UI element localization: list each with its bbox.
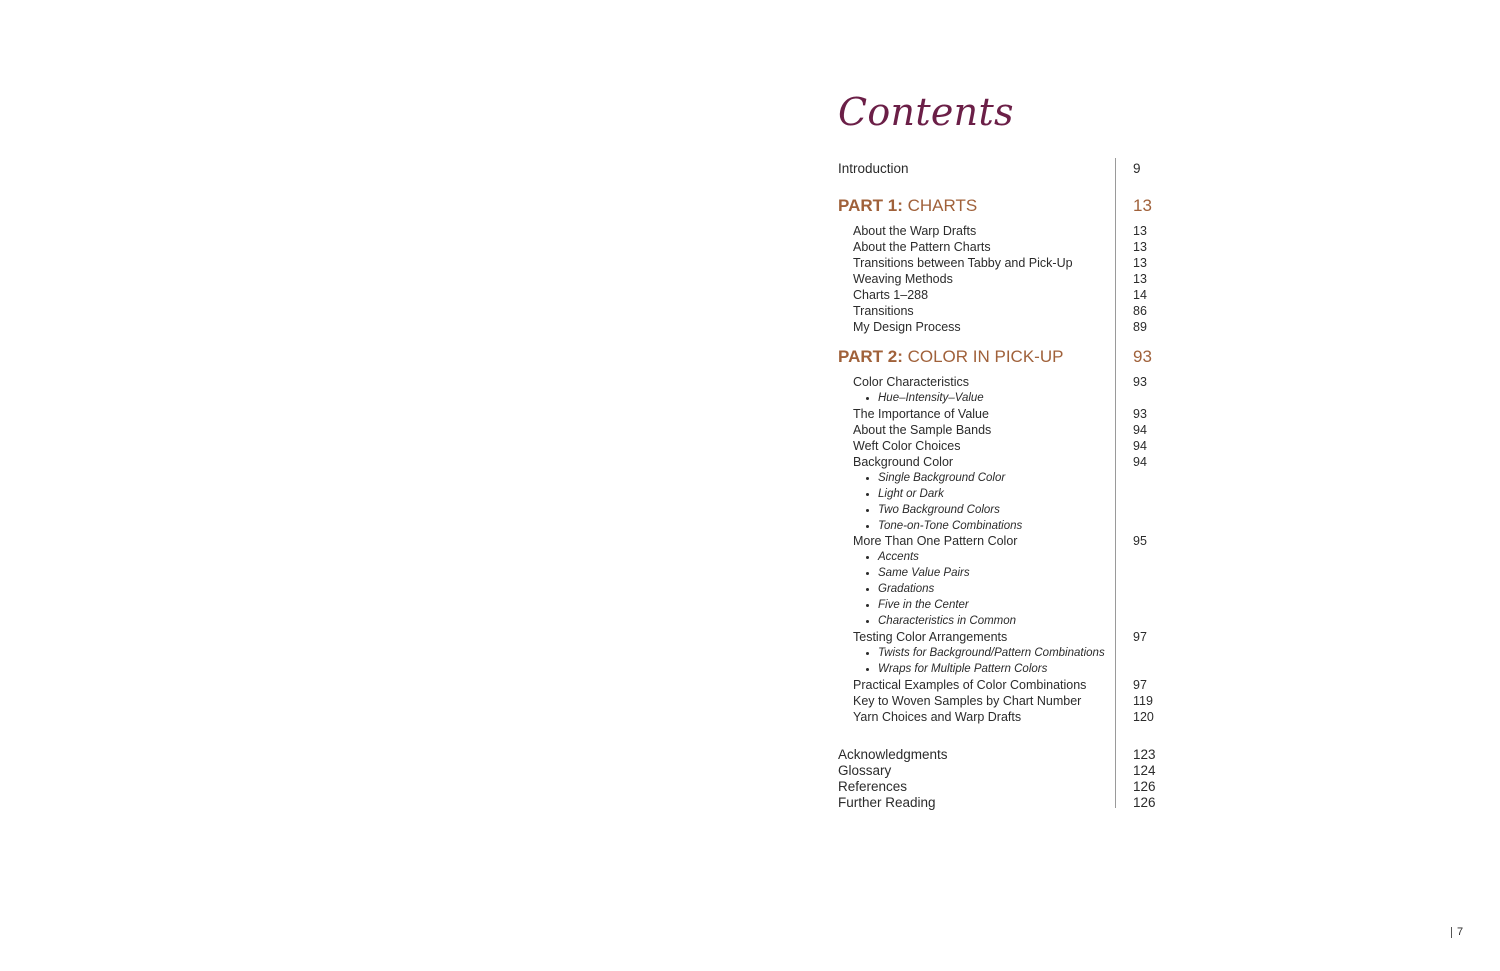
toc-subtopic-label: Same Value Pairs [878,567,970,579]
toc-entry[interactable] [0,709,1500,727]
toc-entry-label: Testing Color Arrangements [853,630,1008,644]
toc-entry-label: The Importance of Value [853,407,989,421]
toc-entry-label: Color Characteristics [853,375,970,389]
toc-page-number: 93 [1133,347,1152,366]
toc-part-heading[interactable] [0,195,1500,213]
toc-entry-label: Glossary [838,763,892,778]
toc-page-number: 94 [1133,439,1147,453]
toc-entry-label: Key to Woven Samples by Chart Number [853,694,1082,708]
folio-number: 7 [1457,926,1464,938]
bullet-icon [866,668,869,671]
bullet-icon [866,620,869,623]
part-number: PART 2: [838,347,903,366]
toc-entry-label: References [838,779,908,794]
toc-page-number: 124 [1133,763,1156,778]
toc-entry-label: Weft Color Choices [853,439,961,453]
toc-subtopic-label: Twists for Background/Pattern Combinations [878,647,1105,659]
toc-entry-label: Further Reading [838,795,936,810]
toc-subtopic-label: Wraps for Multiple Pattern Colors [878,663,1048,675]
bullet-icon [866,556,869,559]
toc-subtopic-label: Single Background Color [878,472,1006,484]
toc-subtopic-label: Gradations [878,583,935,595]
toc-subtopic-label: Two Background Colors [878,504,1000,516]
toc-page-number: 13 [1133,256,1147,270]
folio-rule [1451,927,1452,938]
toc-page-number: 13 [1133,224,1147,238]
toc-page-number: 14 [1133,288,1147,302]
toc-entry[interactable] [0,319,1500,337]
toc-entry-label: About the Pattern Charts [853,240,991,254]
toc-entry-label: About the Warp Drafts [853,224,977,238]
toc-page-number: 93 [1133,407,1147,421]
toc-page-number: 120 [1133,710,1154,724]
toc-page-number: 126 [1133,795,1156,810]
toc-entry-label [838,346,1063,368]
toc-page-number: 13 [1133,272,1147,286]
bullet-icon [866,397,869,400]
toc-entry-label: Background Color [853,455,954,469]
page-title: Contents [838,90,1014,134]
toc-page-number: 123 [1133,747,1156,762]
toc-page-number: 119 [1133,694,1153,708]
toc-entry-label: About the Sample Bands [853,423,992,437]
bullet-icon [866,509,869,512]
toc-entry-label: Charts 1–288 [853,288,929,302]
toc-subtopic-label: Five in the Center [878,599,969,611]
toc-page-number: 93 [1133,375,1147,389]
bullet-icon [866,652,869,655]
toc-entry[interactable] [0,160,1500,178]
toc-subtopic-label: Characteristics in Common [878,615,1017,627]
toc-page-number: 89 [1133,320,1147,334]
toc-page-number: 94 [1133,455,1147,469]
page-number [1451,926,1463,938]
toc-entry-label: My Design Process [853,320,961,334]
toc-page-number: 86 [1133,304,1147,318]
toc-entry-label: Transitions [853,304,914,318]
bullet-icon [866,604,869,607]
part-title: CHARTS [907,196,978,215]
toc-entry-label: Introduction [838,161,909,176]
toc-subtopic-label: Hue–Intensity–Value [878,392,984,404]
part-number: PART 1: [838,196,903,215]
toc-entry-label: Acknowledgments [838,747,948,762]
bullet-icon [866,493,869,496]
toc-page-number: 94 [1133,423,1147,437]
toc-subtopic-label: Light or Dark [878,488,944,500]
bullet-icon [866,588,869,591]
bullet-icon [866,525,869,528]
toc-entry-label: Practical Examples of Color Combinations [853,678,1087,692]
toc-page-number: 97 [1133,678,1147,692]
toc-subtopic-label: Tone-on-Tone Combinations [878,520,1023,532]
toc-page-number: 95 [1133,534,1147,548]
bullet-icon [866,477,869,480]
toc-page-number: 126 [1133,779,1156,794]
toc-page-number: 9 [1133,161,1141,176]
toc-page-number: 97 [1133,630,1147,644]
toc-part-heading[interactable] [0,346,1500,364]
toc-entry-label: Yarn Choices and Warp Drafts [853,710,1022,724]
toc-entry[interactable] [0,794,1500,812]
toc-entry-label: Transitions between Tabby and Pick-Up [853,256,1073,270]
toc-page-number: 13 [1133,196,1152,215]
toc-entry-label [838,195,977,217]
bullet-icon [866,572,869,575]
toc-entry-label: More Than One Pattern Color [853,534,1018,548]
part-title: COLOR IN PICK-UP [907,347,1064,366]
toc-subtopic-label: Accents [878,551,919,563]
toc-page-number: 13 [1133,240,1147,254]
toc-entry-label: Weaving Methods [853,272,953,286]
